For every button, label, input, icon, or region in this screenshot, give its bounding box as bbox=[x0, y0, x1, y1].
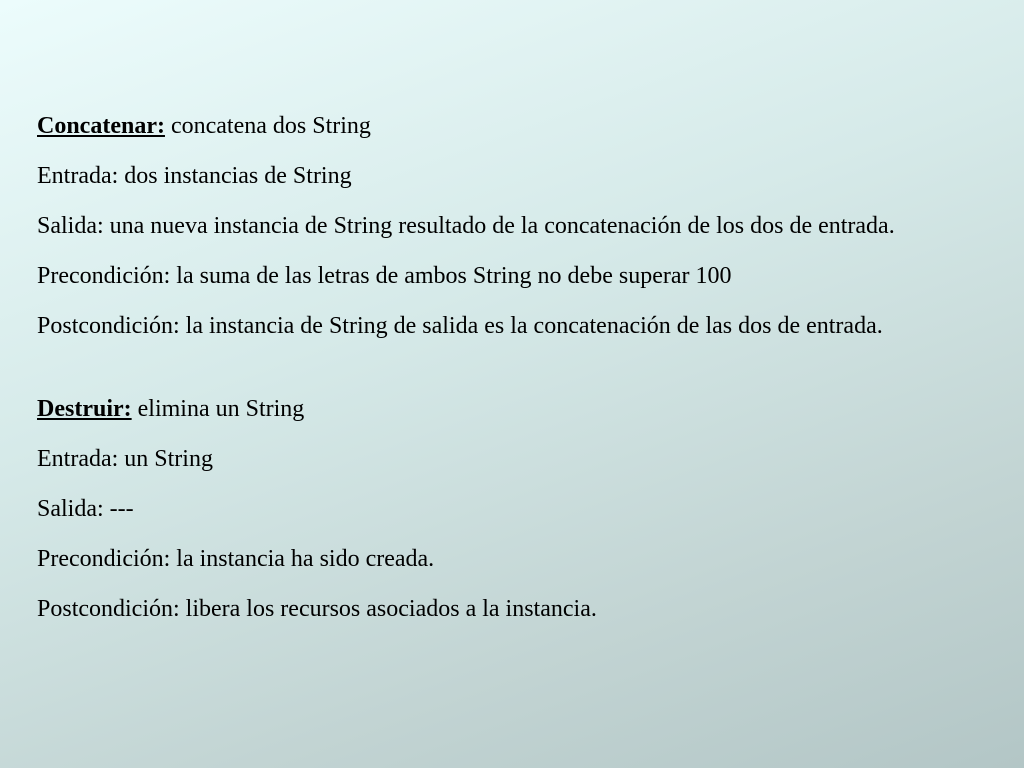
operation-heading bbox=[37, 110, 987, 143]
operation-name: Concatenar: bbox=[37, 113, 165, 139]
operation-output: Salida: una nueva instancia de String resultado de la concatenación de los dos de entrada. bbox=[37, 213, 895, 239]
operation-destruir bbox=[37, 393, 987, 626]
slide-content bbox=[37, 110, 987, 643]
operation-summary: concatena dos String bbox=[164, 113, 371, 139]
operation-heading bbox=[37, 393, 987, 426]
operation-concatenar bbox=[37, 110, 987, 343]
operation-precondition: Precondición: la instancia ha sido creada. bbox=[37, 546, 435, 572]
operation-output: Salida: --- bbox=[37, 496, 134, 522]
operation-name: Destruir: bbox=[37, 396, 132, 422]
operation-summary: elimina un String bbox=[131, 396, 305, 422]
operation-input: Entrada: un String bbox=[37, 446, 213, 472]
operation-precondition: Precondición: la suma de las letras de ambos String no debe superar 100 bbox=[37, 263, 732, 289]
operation-input: Entrada: dos instancias de String bbox=[37, 163, 352, 189]
operation-postcondition: Postcondición: la instancia de String de salida es la concatenación de las dos de entrada. bbox=[37, 313, 883, 339]
operation-postcondition: Postcondición: libera los recursos asociados a la instancia. bbox=[37, 596, 597, 622]
